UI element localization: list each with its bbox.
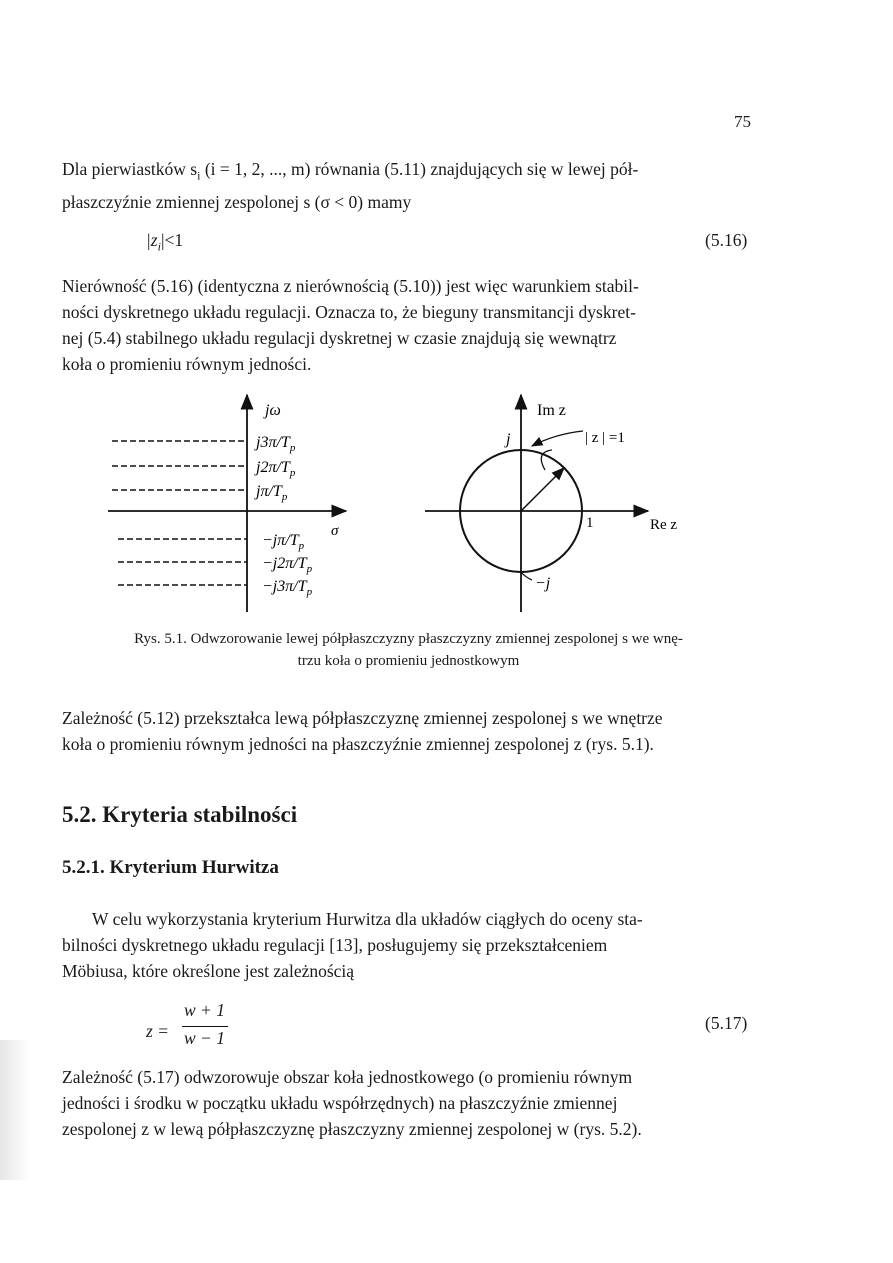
paragraph-hurwitz bbox=[62, 906, 755, 984]
s-plane-diagram bbox=[108, 395, 346, 612]
intro-line-1: Dla pierwiastków $s_i$ (i = 1, 2, ..., m) równania (5.11) znajdujących się w lewej pół- bbox=[62, 159, 639, 183]
z-plane-vertical-label: Im z bbox=[537, 402, 566, 419]
page-number: 75 bbox=[734, 112, 751, 131]
caption-line: trzu koła o promieniu jednostkowym bbox=[297, 653, 520, 669]
z-plane-horizontal-label: Re z bbox=[650, 517, 678, 533]
paragraph-line: W celu wykorzystania kryterium Hurwitza dla układów ciągłych do oceny sta- bbox=[92, 909, 643, 929]
paragraph-line: bilności dyskretnego układu regulacji [13], posługujemy się przekształceniem bbox=[62, 935, 608, 955]
radius-arrow bbox=[521, 468, 564, 511]
s-plane-horizontal-label: σ bbox=[331, 523, 339, 539]
label-neg-j3pi: $-j3\pi/T_p$ bbox=[262, 578, 313, 598]
s-plane-vertical-label: jω bbox=[265, 402, 281, 419]
radius-label-leader bbox=[532, 431, 583, 446]
scan-edge-shade bbox=[0, 1040, 30, 1180]
label-neg-j: −j bbox=[535, 575, 551, 592]
equation-numerator: w + 1 bbox=[184, 1000, 225, 1020]
paragraph-line: Zależność (5.17) odwzorowuje obszar koła jednostkowego (o promieniu równym bbox=[62, 1067, 633, 1087]
paragraph-stability bbox=[62, 273, 755, 377]
paragraph-line: ności dyskretnego układu regulacji. Oznacza to, że bieguny transmitancji dyskret- bbox=[62, 302, 636, 322]
equation-5-16: $|z_i|<1$ bbox=[146, 230, 184, 254]
equation-number-5-17: (5.17) bbox=[705, 1013, 748, 1033]
label-j2pi: $j2\pi/T_p$ bbox=[256, 459, 296, 479]
paragraph-line: zespolonej z w lewą półpłaszczyznę płaszczyzny zmiennej zespolonej w (rys. 5.2). bbox=[62, 1119, 642, 1139]
equation-number-5-16: (5.16) bbox=[705, 230, 748, 250]
label-j: j bbox=[506, 431, 511, 448]
paragraph-line: jedności i środku w początku układu współrzędnych) na płaszczyźnie zmiennej bbox=[62, 1093, 618, 1113]
section-heading-5-2: 5.2. Kryteria stabilności bbox=[62, 802, 298, 827]
figure-caption bbox=[62, 628, 755, 672]
label-radius: | z | =1 bbox=[585, 430, 625, 446]
intro-paragraph bbox=[62, 156, 755, 215]
caption-line: Rys. 5.1. Odwzorowanie lewej półpłaszczyzny płaszczyzny zmiennej zespolonej s we wnę- bbox=[134, 631, 683, 647]
paragraph-line: koła o promieniu równym jedności. bbox=[62, 354, 312, 374]
paragraph-mapping bbox=[62, 705, 755, 757]
label-j3pi: $j3\pi/T_p$ bbox=[256, 434, 296, 454]
paragraph-line: Möbiusa, które określone jest zależnością bbox=[62, 961, 355, 981]
label-one: 1 bbox=[586, 515, 594, 531]
equation-lhs: z = bbox=[146, 1021, 169, 1041]
paragraph-mobius-mapping bbox=[62, 1064, 755, 1142]
label-neg-j2pi: $-j2\pi/T_p$ bbox=[262, 555, 313, 575]
paragraph-line: Zależność (5.12) przekształca lewą półpłaszczyznę zmiennej zespolonej s we wnętrze bbox=[62, 708, 663, 728]
intro-line-2: płaszczyźnie zmiennej zespolonej s (σ < 0) mamy bbox=[62, 191, 412, 212]
section-heading-5-2-1: 5.2.1. Kryterium Hurwitza bbox=[62, 857, 279, 878]
z-plane-diagram bbox=[425, 395, 677, 612]
paragraph-line: koła o promieniu równym jedności na płaszczyźnie zmiennej zespolonej z (rys. 5.1). bbox=[62, 734, 654, 754]
radius-arc-indicator bbox=[541, 450, 552, 470]
label-jpi: $j\pi/T_p$ bbox=[256, 483, 288, 503]
equation-denominator: w − 1 bbox=[184, 1028, 225, 1048]
label-neg-jpi: $-j\pi/T_p$ bbox=[262, 532, 305, 552]
fraction-bar bbox=[182, 1026, 228, 1027]
paragraph-line: nej (5.4) stabilnego układu regulacji dyskretnej w czasie znajdują się wewnątrz bbox=[62, 328, 617, 348]
figure-5-1 bbox=[0, 390, 893, 630]
paragraph-line: Nierówność (5.16) (identyczna z nierównością (5.10)) jest więc warunkiem stabil- bbox=[62, 276, 639, 296]
